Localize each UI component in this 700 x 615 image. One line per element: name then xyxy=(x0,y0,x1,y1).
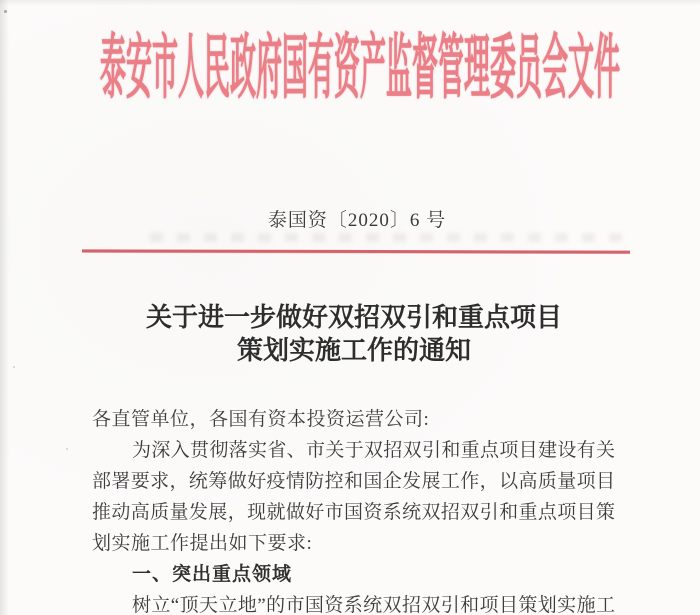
paragraph-line: 部署要求，统筹做好疫情防控和国企发展工作，以高质量项目 xyxy=(92,471,615,492)
paragraph-line: 推动高质量发展，现就做好市国资系统双招双引和重点项目策 xyxy=(92,502,615,523)
issuer-banner xyxy=(87,29,633,108)
scan-speck xyxy=(66,448,68,450)
document-title-line-2: 策划实施工作的通知 xyxy=(236,336,471,365)
document-title-line-1: 关于进一步做好双招双引和重点项目 xyxy=(145,303,562,332)
section-paragraph-line: 树立“顶天立地”的市国资系统双招双引和项目策划实施工 xyxy=(132,595,615,615)
doc-number: 泰国资〔2020〕6 号 xyxy=(267,210,447,231)
section-heading: 一、突出重点领域 xyxy=(132,564,293,585)
paragraph-line: 为深入贯彻落实省、市关于双招双引和重点项目建设有关 xyxy=(132,440,615,461)
document-title xyxy=(0,301,700,367)
document-body xyxy=(92,404,615,615)
scan-speck xyxy=(4,10,7,13)
salutation: 各直管单位，各国有资本投资运营公司: xyxy=(92,409,430,430)
red-divider-line xyxy=(82,249,630,253)
scan-bleedthrough-smudge xyxy=(150,233,630,242)
scan-edge-shadow-top xyxy=(0,0,700,6)
paragraph-line: 划实施工作提出如下要求: xyxy=(92,533,313,554)
issuer-banner-text: 泰安市人民政府国有资产监督管理委员会文件 xyxy=(99,29,620,108)
